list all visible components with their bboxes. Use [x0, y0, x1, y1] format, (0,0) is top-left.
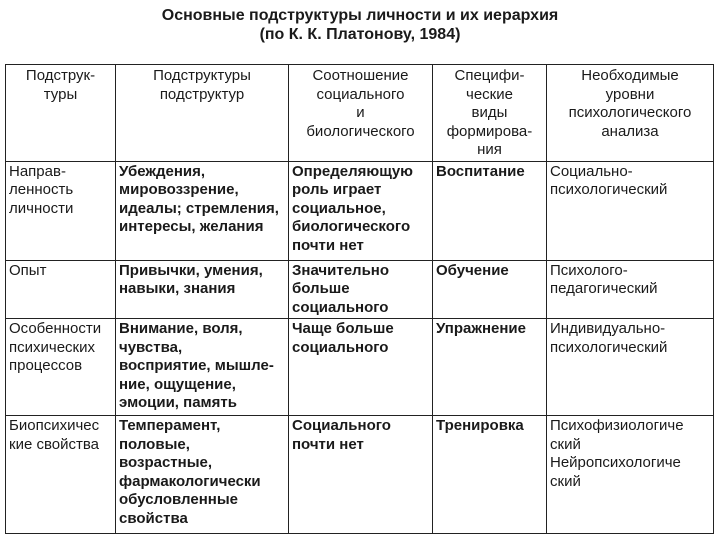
cell-line: чувства,	[119, 338, 183, 356]
cell-line: и	[356, 104, 365, 121]
table-cell	[433, 161, 547, 260]
document-title	[0, 6, 720, 44]
cell-line: больше	[292, 280, 350, 297]
cell-line: биологического	[292, 218, 411, 235]
cell-line: Необходимые	[581, 67, 679, 84]
table-cell	[116, 416, 289, 534]
header-cell	[289, 65, 433, 162]
row-header-cell	[6, 319, 116, 416]
cell-line: виды	[471, 104, 508, 121]
cell-line: ский	[550, 435, 581, 453]
header-cell	[547, 65, 714, 162]
cell-line: Нейропсихологиче	[550, 454, 681, 471]
table-cell	[433, 416, 547, 534]
personality-substructures-table	[5, 64, 714, 534]
cell-line: Подструк-	[25, 67, 96, 84]
cell-line: Значительно	[292, 261, 390, 279]
row-header-cell	[6, 161, 116, 260]
table-cell	[289, 260, 433, 319]
cell-line: Специфи-	[454, 67, 525, 84]
cell-line: ский	[550, 472, 581, 490]
cell-line: психологический	[550, 338, 668, 356]
cell-line: половые,	[119, 435, 190, 453]
table-cell	[116, 260, 289, 319]
table-cell	[547, 161, 714, 260]
cell-line: социальное,	[292, 199, 386, 217]
cell-line: Темперамент,	[119, 417, 221, 434]
cell-line: биологического	[306, 122, 415, 140]
title-line-2: (по К. К. Платонову, 1984)	[259, 26, 461, 43]
cell-line: Биопсихичес	[9, 417, 100, 434]
cell-line: навыки, знания	[119, 280, 236, 297]
cell-line: педагогический	[550, 280, 658, 297]
table-cell	[289, 416, 433, 534]
cell-line: Тренировка	[436, 417, 524, 434]
cell-line: уровни	[605, 85, 655, 103]
cell-line: восприятие, мышле-	[119, 357, 274, 374]
cell-line: формирова-	[446, 122, 533, 140]
table-cell	[433, 260, 547, 319]
cell-line: Опыт	[9, 261, 47, 279]
table-row	[6, 319, 714, 416]
cell-line: процессов	[9, 357, 83, 374]
table-cell	[289, 319, 433, 416]
cell-line: психологический	[550, 181, 668, 198]
cell-line: эмоции, память	[119, 394, 237, 411]
header-cell	[116, 65, 289, 162]
cell-line: Убеждения,	[119, 162, 206, 180]
cell-line: туры	[43, 85, 78, 103]
table-cell	[289, 161, 433, 260]
table-cell	[547, 319, 714, 416]
cell-line: почти нет	[292, 435, 364, 453]
cell-line: почти нет	[292, 236, 364, 254]
cell-line: Воспитание	[436, 162, 525, 180]
cell-line: Упражнение	[436, 320, 526, 337]
cell-line: Особенности	[9, 320, 102, 337]
table-cell	[547, 416, 714, 534]
cell-line: социального	[316, 85, 405, 103]
row-header-cell	[6, 416, 116, 534]
cell-line: Привычки, умения,	[119, 261, 263, 279]
cell-line: Индивидуально-	[550, 320, 666, 337]
cell-line: возрастные,	[119, 454, 213, 471]
table-cell	[116, 319, 289, 416]
cell-line: личности	[9, 199, 74, 217]
cell-line: ческие	[466, 85, 513, 103]
cell-line: идеалы; стремления,	[119, 199, 279, 217]
table-header-row	[6, 65, 714, 162]
cell-line: Обучение	[436, 261, 509, 279]
cell-line: подструктур	[159, 85, 245, 103]
table-cell	[116, 161, 289, 260]
table-cell	[547, 260, 714, 319]
cell-line: психических	[9, 338, 95, 356]
cell-line: Подструктуры	[153, 67, 251, 84]
cell-line: ние, ощущение,	[119, 375, 236, 393]
cell-line: Социального	[292, 417, 391, 434]
cell-line: Социально-	[550, 162, 633, 180]
cell-line: анализа	[601, 122, 659, 140]
table-cell	[433, 319, 547, 416]
cell-line: Определяющую	[292, 162, 413, 180]
cell-line: психологического	[568, 104, 692, 121]
cell-line: роль играет	[292, 181, 382, 198]
cell-line: Психофизиологиче	[550, 417, 684, 434]
cell-line: ния	[477, 141, 502, 158]
cell-line: интересы, желания	[119, 218, 264, 235]
table-row	[6, 416, 714, 534]
cell-line: обусловленные	[119, 491, 239, 508]
cell-line: социального	[292, 338, 389, 356]
header-cell	[433, 65, 547, 162]
header-cell	[6, 65, 116, 162]
cell-line: мировоззрение,	[119, 181, 239, 198]
row-header-cell	[6, 260, 116, 319]
cell-line: Внимание, воля,	[119, 320, 243, 337]
cell-line: Чаще больше	[292, 320, 394, 337]
cell-line: Направ-	[9, 162, 66, 180]
table-row	[6, 161, 714, 260]
table-row	[6, 260, 714, 319]
cell-line: фармакологически	[119, 472, 261, 490]
cell-line: социального	[292, 298, 389, 316]
cell-line: кие свойства	[9, 435, 99, 453]
cell-line: ленность	[9, 181, 74, 198]
cell-line: Соотношение	[312, 67, 409, 84]
cell-line: Психолого-	[550, 261, 628, 279]
cell-line: свойства	[119, 509, 188, 527]
title-line-1: Основные подструктуры личности и их иерархия	[161, 7, 559, 24]
